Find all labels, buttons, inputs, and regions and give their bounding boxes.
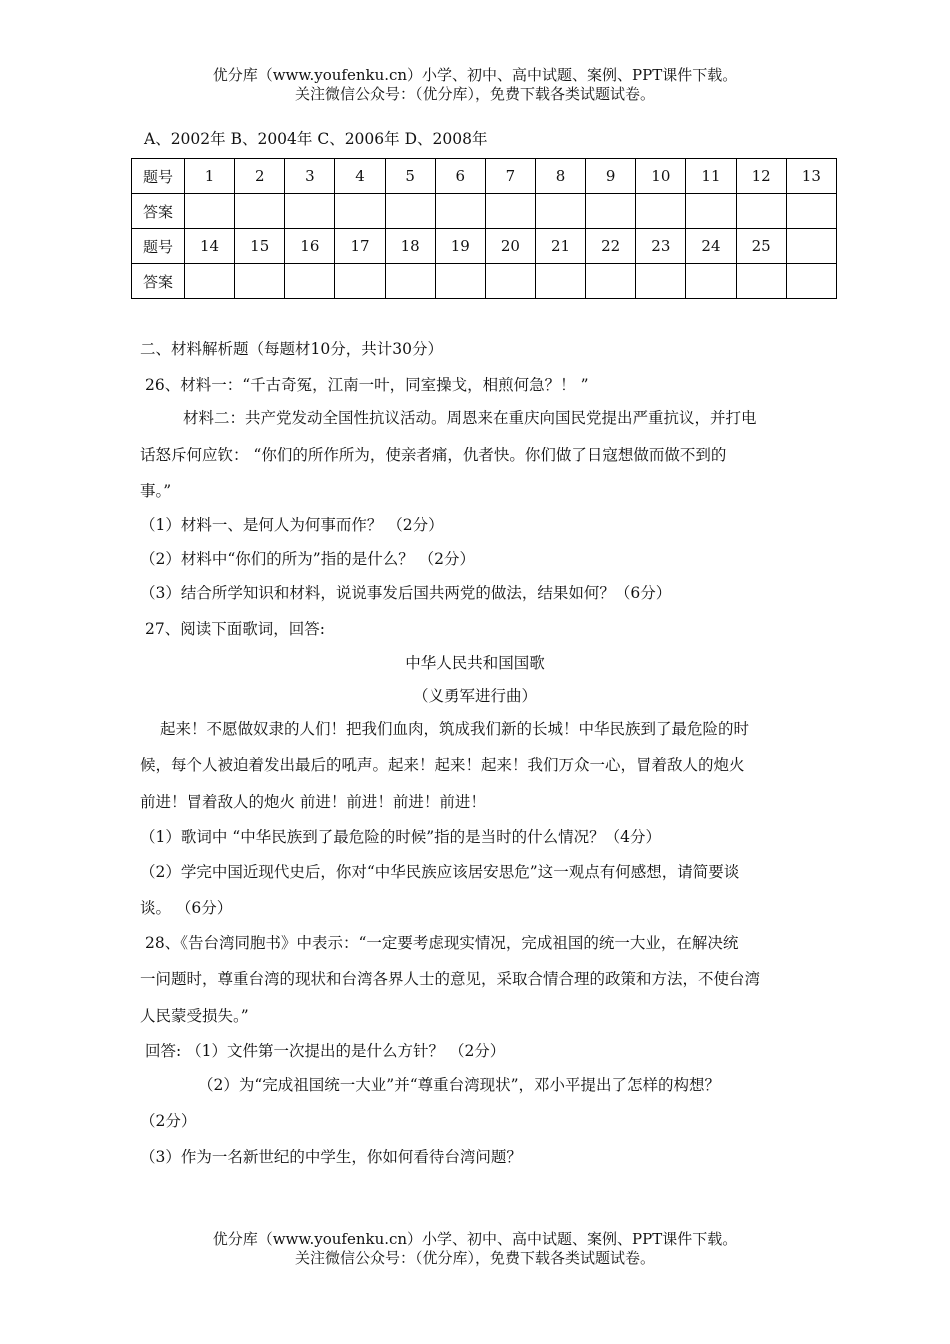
section2-title: 二、材料解析题（每题材10分，共计30分） <box>140 340 443 358</box>
question-number-cell: 1 <box>185 159 235 194</box>
answer-table <box>131 158 837 299</box>
question-number-cell: 11 <box>686 159 736 194</box>
answer-cell[interactable] <box>636 194 686 229</box>
anthem-title: 中华人民共和国国歌 <box>405 654 545 672</box>
row-label: 题号 <box>132 159 185 194</box>
q28-answer-2-points: （2分） <box>140 1112 197 1130</box>
q27-sub-2-line-2: 谈。 （6分） <box>140 899 233 917</box>
answer-cell[interactable] <box>385 264 435 299</box>
table-row <box>132 229 837 264</box>
question-number-cell: 3 <box>285 159 335 194</box>
question-number-cell: 14 <box>185 229 235 264</box>
answer-cell[interactable] <box>185 264 235 299</box>
answer-cell[interactable] <box>786 194 836 229</box>
question-number-cell: 10 <box>636 159 686 194</box>
q27-sub-2-line-1: （2）学完中国近现代史后，你对“中华民族应该居安思危”这一观点有何感想，请简要谈 <box>140 863 740 881</box>
question-number-cell: 8 <box>535 159 585 194</box>
question-number-cell: 25 <box>736 229 786 264</box>
q28-line-2: 一问题时，尊重台湾的现状和台湾各界人士的意见，采取合情合理的政策和方法，不使台湾 <box>140 970 761 988</box>
q28-answer-1: 回答: （1）文件第一次提出的是什么方针？ （2分） <box>145 1042 506 1060</box>
table-row <box>132 159 837 194</box>
answer-cell[interactable] <box>285 264 335 299</box>
row-label: 题号 <box>132 229 185 264</box>
options-line: A、2002年 B、2004年 C、2006年 D、2008年 <box>144 130 488 148</box>
question-number-cell: 18 <box>385 229 435 264</box>
answer-cell[interactable] <box>535 194 585 229</box>
header-line-2: 关注微信公众号：（优分库），免费下载各类试题试卷。 <box>294 85 655 103</box>
question-number-cell: 19 <box>435 229 485 264</box>
q26-sub-1: （1）材料一、是何人为何事而作？ （2分） <box>140 516 444 534</box>
q26-material-2-line-1: 材料二：共产党发动全国性抗议活动。周恩来在重庆向国民党提出严重抗议，并打电 <box>183 409 757 427</box>
q26-sub-2: （2）材料中“你们的所为”指的是什么？ （2分） <box>140 550 475 568</box>
question-number-cell: 2 <box>235 159 285 194</box>
question-number-cell: 17 <box>335 229 385 264</box>
question-number-cell: 16 <box>285 229 335 264</box>
question-number-cell: 15 <box>235 229 285 264</box>
answer-cell[interactable] <box>636 264 686 299</box>
question-number-cell <box>786 229 836 264</box>
question-number-cell: 23 <box>636 229 686 264</box>
anthem-subtitle: （义勇军进行曲） <box>412 687 537 705</box>
answer-cell[interactable] <box>335 264 385 299</box>
header-line-1: 优分库（www.youfenku.cn）小学、初中、高中试题、案例、PPT课件下载。 <box>212 66 738 84</box>
answer-cell[interactable] <box>235 194 285 229</box>
question-number-cell: 24 <box>686 229 736 264</box>
table-row <box>132 194 837 229</box>
question-number-cell: 4 <box>335 159 385 194</box>
question-number-cell: 21 <box>535 229 585 264</box>
q27-intro: 27、阅读下面歌词，回答: <box>145 620 325 638</box>
answer-cell[interactable] <box>485 194 535 229</box>
q28-line-1: 28、《告台湾同胞书》中表示：“一定要考虑现实情况，完成祖国的统一大业，在解决统 <box>145 934 739 952</box>
footer-line-1: 优分库（www.youfenku.cn）小学、初中、高中试题、案例、PPT课件下载。 <box>212 1230 738 1248</box>
answer-cell[interactable] <box>435 194 485 229</box>
lyrics-line-2: 候，每个人被迫着发出最后的吼声。起来！起来！起来！我们万众一心，冒着敌人的炮火 <box>140 756 745 774</box>
answer-cell[interactable] <box>736 194 786 229</box>
q28-answer-2: （2）为“完成祖国统一大业”并“尊重台湾现状”，邓小平提出了怎样的构想？ <box>198 1076 721 1094</box>
q26-sub-3: （3）结合所学知识和材料，说说事发后国共两党的做法，结果如何？（6分） <box>140 584 672 602</box>
lyrics-line-1: 起来！不愿做奴隶的人们！把我们血肉，筑成我们新的长城！中华民族到了最危险的时 <box>160 720 750 738</box>
answer-cell[interactable] <box>385 194 435 229</box>
q27-sub-1: （1）歌词中 “中华民族到了最危险的时候”指的是当时的什么情况？（4分） <box>140 828 662 846</box>
footer-line-2: 关注微信公众号：（优分库），免费下载各类试题试卷。 <box>294 1249 655 1267</box>
answer-cell[interactable] <box>586 194 636 229</box>
question-number-cell: 9 <box>586 159 636 194</box>
row-label: 答案 <box>132 194 185 229</box>
row-label: 答案 <box>132 264 185 299</box>
question-number-cell: 13 <box>786 159 836 194</box>
answer-cell[interactable] <box>285 194 335 229</box>
answer-cell[interactable] <box>736 264 786 299</box>
answer-cell[interactable] <box>235 264 285 299</box>
answer-cell[interactable] <box>185 194 235 229</box>
q26-material-2-line-2: 话怒斥何应钦： “你们的所作所为，使亲者痛，仇者快。你们做了日寇想做而做不到的 <box>140 446 727 464</box>
table-row <box>132 264 837 299</box>
q26-material-2-line-3: 事。” <box>140 482 172 500</box>
answer-cell[interactable] <box>786 264 836 299</box>
answer-cell[interactable] <box>586 264 636 299</box>
question-number-cell: 7 <box>485 159 535 194</box>
answer-cell[interactable] <box>686 194 736 229</box>
answer-cell[interactable] <box>535 264 585 299</box>
lyrics-line-3: 前进！冒着敌人的炮火 前进！前进！前进！前进！ <box>140 793 486 811</box>
q26-material-1: 26、材料一：“千古奇冤，江南一叶，同室操戈，相煎何急？！ ” <box>145 376 589 394</box>
question-number-cell: 5 <box>385 159 435 194</box>
answer-cell[interactable] <box>485 264 535 299</box>
question-number-cell: 12 <box>736 159 786 194</box>
question-number-cell: 6 <box>435 159 485 194</box>
q28-line-3: 人民蒙受损失。” <box>140 1007 249 1025</box>
answer-cell[interactable] <box>335 194 385 229</box>
question-number-cell: 22 <box>586 229 636 264</box>
question-number-cell: 20 <box>485 229 535 264</box>
answer-cell[interactable] <box>686 264 736 299</box>
q28-answer-3: （3）作为一名新世纪的中学生，你如何看待台湾问题？ <box>140 1148 522 1166</box>
answer-cell[interactable] <box>435 264 485 299</box>
